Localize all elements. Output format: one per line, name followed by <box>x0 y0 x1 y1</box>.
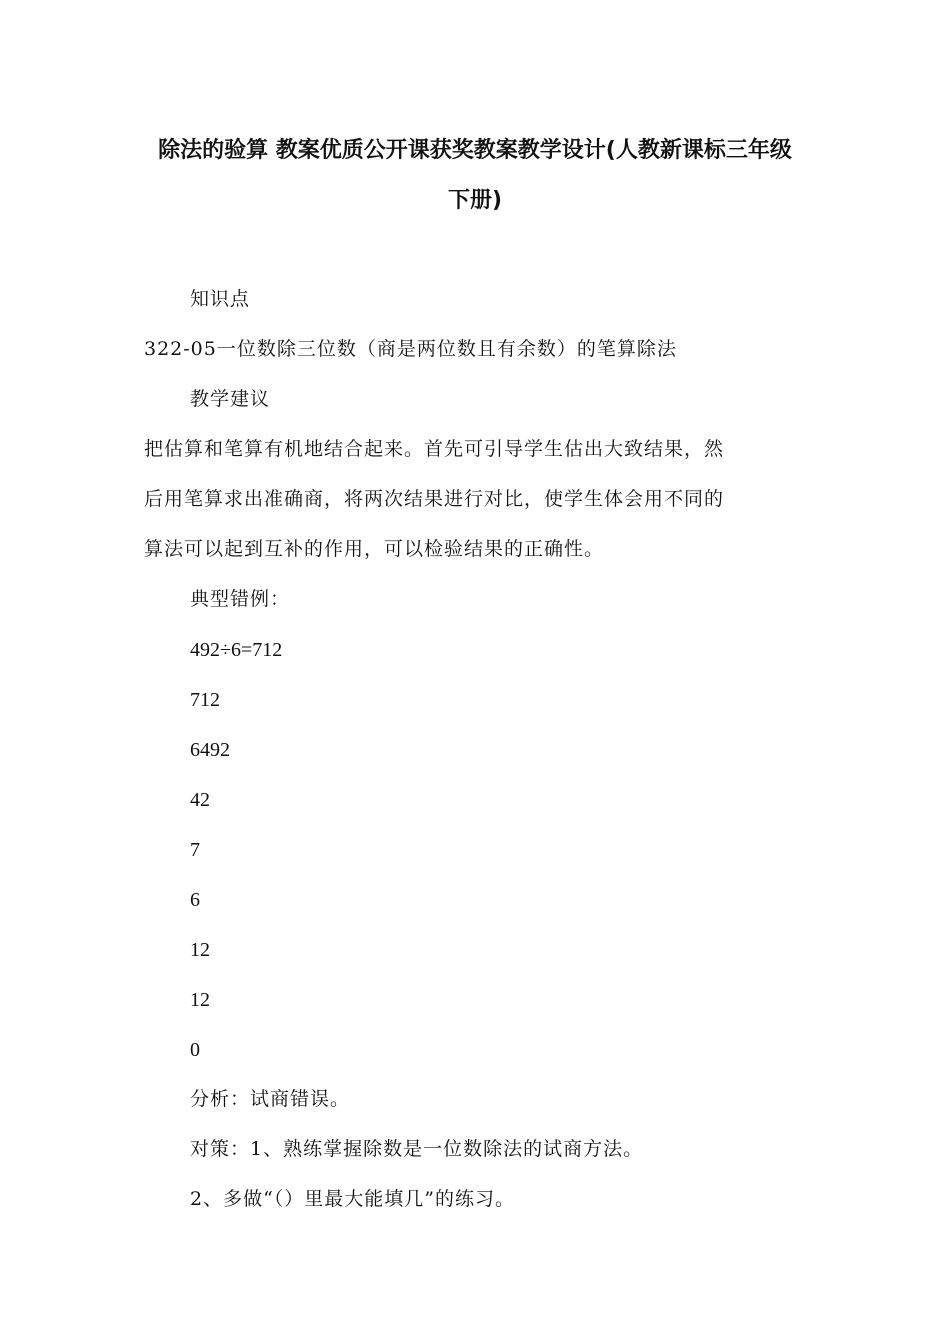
calc-line: 0 <box>190 1039 200 1061</box>
document-title-line-1: 除法的验算 教案优质公开课获奖教案教学设计(人教新课标三年级 <box>158 138 792 163</box>
calc-line: 12 <box>190 989 210 1011</box>
calc-line: 6492 <box>190 739 230 761</box>
suggestion-line-1: 把估算和笔算有机地结合起来。首先可引导学生估出大致结果，然 <box>144 438 725 460</box>
calc-line: 42 <box>190 789 210 811</box>
knowledge-heading: 知识点 <box>190 288 251 310</box>
knowledge-item: 322-05一位数除三位数（商是两位数且有余数）的笔算除法 <box>144 338 677 360</box>
suggestion-heading: 教学建议 <box>190 388 271 410</box>
suggestion-line-3: 算法可以起到互补的作用，可以检验结果的正确性。 <box>144 538 605 560</box>
strategy-line-2: 2、多做“（）里最大能填几”的练习。 <box>190 1188 516 1210</box>
strategy-line-1: 对策：1、熟练掌握除数是一位数除法的试商方法。 <box>190 1138 644 1160</box>
calc-line: 6 <box>190 889 200 911</box>
document-title-line-2: 下册) <box>447 188 503 213</box>
calc-line: 7 <box>190 839 200 861</box>
calc-line: 712 <box>190 689 220 711</box>
analysis-line: 分析：试商错误。 <box>190 1088 351 1110</box>
calc-line: 12 <box>190 939 210 961</box>
calc-line: 492÷6=712 <box>190 639 283 661</box>
suggestion-line-2: 后用笔算求出准确商，将两次结果进行对比，使学生体会用不同的 <box>144 488 725 510</box>
error-heading: 典型错例： <box>190 588 291 610</box>
